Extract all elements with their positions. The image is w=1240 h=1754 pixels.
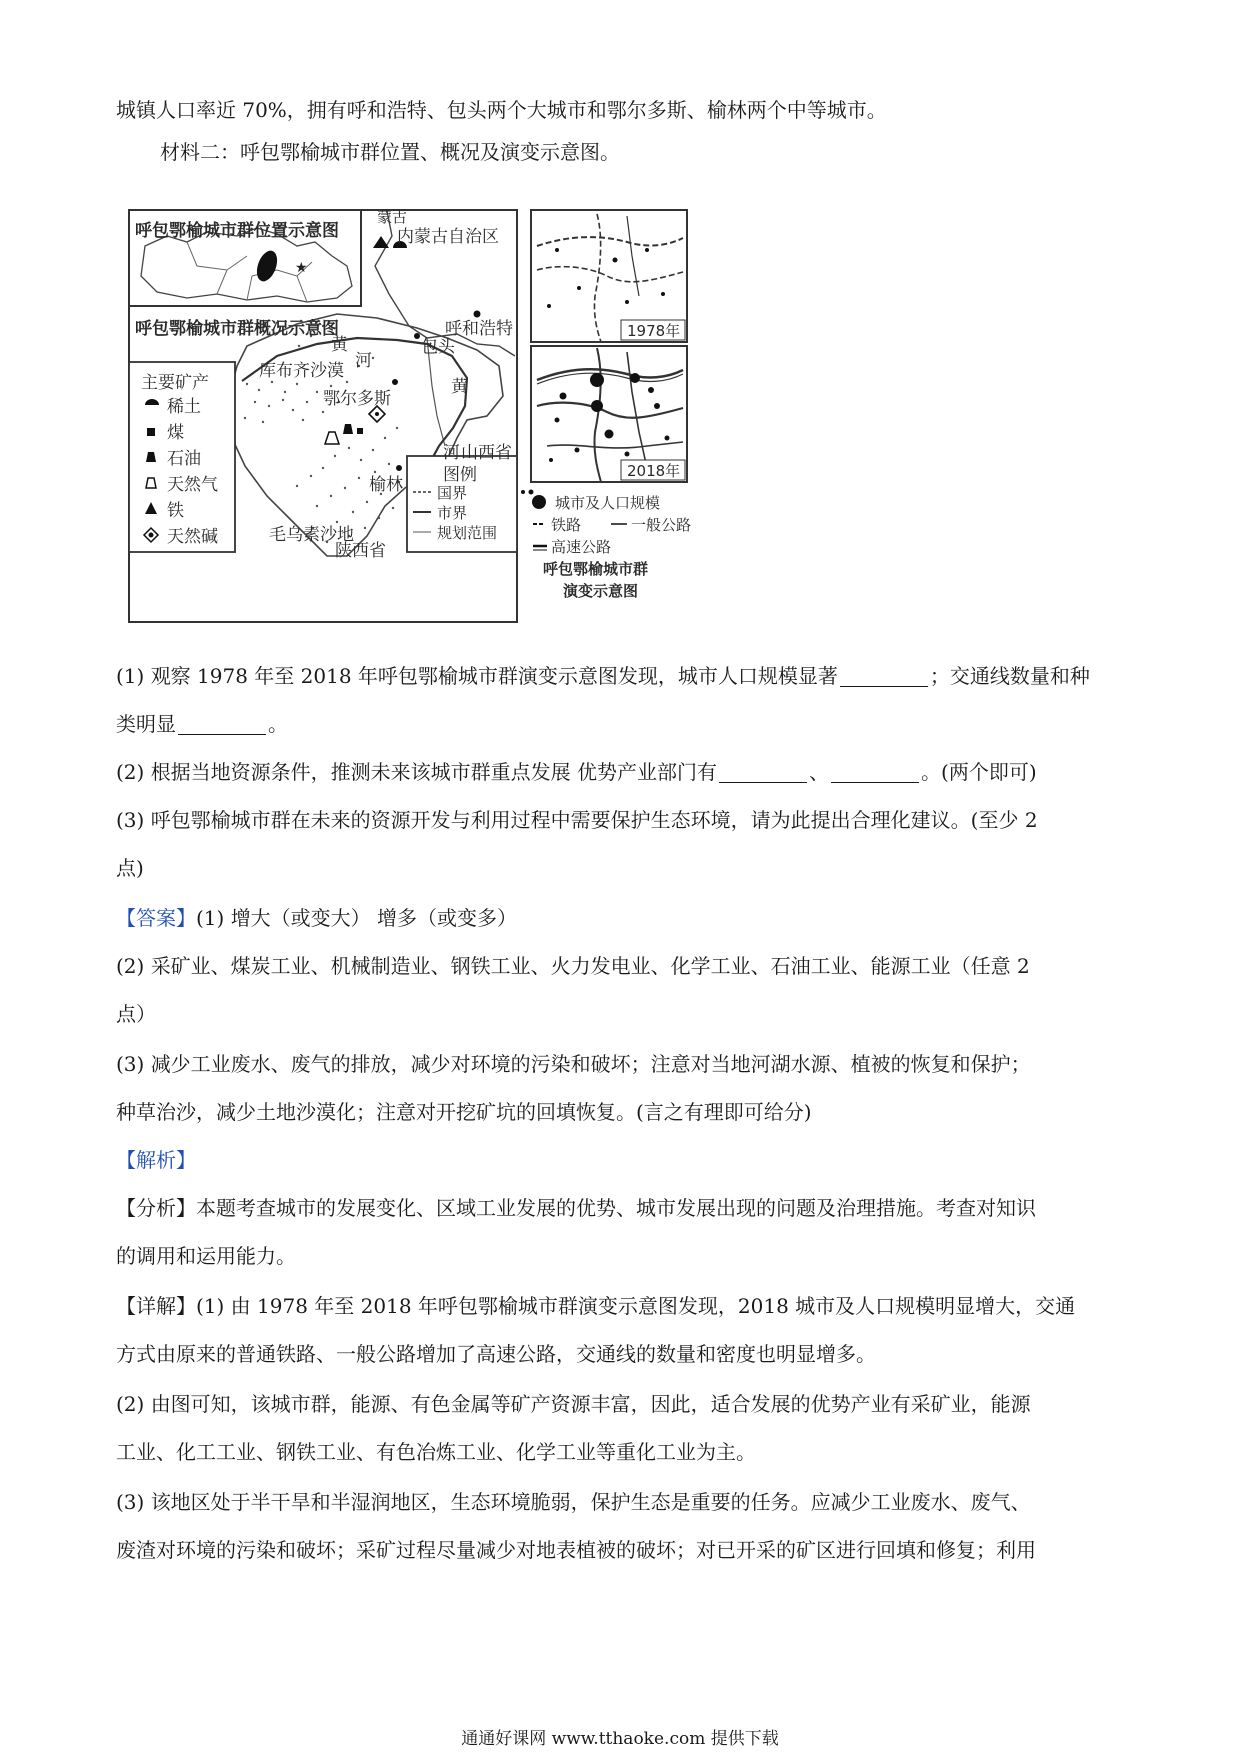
q2-text-b: 、 (809, 760, 830, 784)
evo-title-line1: 呼包鄂榆城市群 (543, 560, 649, 578)
svg-text:★: ★ (295, 260, 308, 276)
label-river-he-1: 河 (355, 351, 372, 371)
map-drawing (127, 206, 777, 626)
label-river-huang-2: 黄 (451, 377, 468, 397)
evo-legend-road: 一般公路 (631, 516, 692, 534)
label-baotou: 包头 (421, 337, 455, 357)
detail-3-line2: 废渣对环境的污染和破坏；采矿过程尽量减少对地表植被的破坏；对已开采的矿区进行回填和修复；利用 (116, 1538, 1036, 1562)
mineral-rare-earth: 稀土 (167, 397, 201, 417)
q1-text-b: ；交通线数量和种 (929, 664, 1090, 688)
detail-3-line1: (3) 该地区处于半干旱和半湿润地区，生态环境脆弱，保护生态是重要的任务。应减少工业废水、废气、 (116, 1490, 1031, 1514)
legend-national-border: 国界 (437, 484, 468, 502)
answer-1: (1) 增大（或变大） 增多（或变多） (196, 906, 518, 930)
answer-tag: 【答案】 (116, 906, 196, 930)
question-3-line1: (3) 呼包鄂榆城市群在未来的资源开发与利用过程中需要保护生态环境，请为此提出合理化建议。(至少 2 (116, 808, 1038, 832)
boundary-legend-title: 图例 (443, 465, 477, 485)
label-maowusu: 毛乌素沙地 (269, 525, 354, 545)
evo-title-line2: 演变示意图 (563, 582, 639, 600)
mineral-iron: 铁 (167, 501, 184, 521)
year-1978-label: 1978年 (627, 322, 681, 340)
q2-text-a: (2) 根据当地资源条件，推测未来该城市群重点发展 优势产业部门有 (116, 760, 718, 784)
q2-blank-2[interactable] (831, 762, 919, 783)
question-1-line1 (116, 662, 1126, 690)
minerals-legend-title: 主要矿产 (141, 373, 209, 393)
evo-legend-city: 城市及人口规模 (555, 494, 661, 512)
intro-tail: 城镇人口率近 70%，拥有呼和浩特、包头两个大城市和鄂尔多斯、榆林两个中等城市。 (116, 98, 887, 122)
label-kubuqi: 库布齐沙漠 (259, 361, 344, 381)
year-2018-label: 2018年 (627, 462, 681, 480)
material-two-caption: 材料二：呼包鄂榆城市群位置、概况及演变示意图。 (160, 140, 620, 164)
detail-2-line2: 工业、化工工业、钢铁工业、有色冶炼工业、化学工业等重化工业为主。 (116, 1440, 756, 1464)
label-mongolia: 蒙古 (377, 208, 408, 226)
q2-text-c: 。(两个即可) (921, 760, 1037, 784)
evo-legend-highway: 高速公路 (551, 538, 612, 556)
q1-text-c: 类明显 (116, 712, 176, 736)
mineral-oil: 石油 (167, 449, 201, 469)
q1-blank-1[interactable] (840, 666, 928, 687)
overview-map-title: 呼包鄂榆城市群概况示意图 (135, 319, 339, 339)
evo-legend-rail: 铁路 (551, 516, 582, 534)
label-inner-mongolia: 内蒙古自治区 (397, 227, 499, 247)
legend-city-border: 市界 (437, 504, 468, 522)
label-river-he-2: 河 (443, 443, 460, 463)
label-yulin: 榆林 (369, 475, 403, 495)
label-hohhot: 呼和浩特 (445, 319, 513, 339)
location-map-title: 呼包鄂榆城市群位置示意图 (135, 221, 339, 241)
label-shaanxi: 陕西省 (335, 541, 386, 561)
mineral-coal: 煤 (167, 423, 184, 443)
answer-3-line2: 种草治沙，减少土地沙漠化；注意对开挖矿坑的回填恢复。(言之有理即可给分) (116, 1100, 812, 1124)
label-ordos: 鄂尔多斯 (323, 389, 391, 409)
xiangjie-line2: 方式由原来的普通铁路、一般公路增加了高速公路，交通线的数量和密度也明显增多。 (116, 1342, 876, 1366)
fenxi-line2: 的调用和运用能力。 (116, 1244, 296, 1268)
fenxi-line1: 【分析】本题考查城市的发展变化、区域工业发展的优势、城市发展出现的问题及治理措施。考查对知识 (116, 1196, 1036, 1220)
question-3-line2: 点) (116, 856, 144, 880)
answer-3-line1: (3) 减少工业废水、废气的排放，减少对环境的污染和破坏；注意对当地河湖水源、植被的恢复和保护； (116, 1052, 1031, 1076)
q1-text-a: (1) 观察 1978 年至 2018 年呼包鄂榆城市群演变示意图发现，城市人口规模显著 (116, 664, 838, 688)
xiangjie-line1: 【详解】(1) 由 1978 年至 2018 年呼包鄂榆城市群演变示意图发现，2018 城市及人口规模明显增大，交通 (116, 1294, 1076, 1318)
analysis-tag: 【解析】 (116, 1148, 196, 1172)
question-1-line2 (116, 710, 1126, 738)
legend-planning-area: 规划范围 (437, 524, 498, 542)
answer-2-line1: (2) 采矿业、煤炭工业、机械制造业、钢铁工业、火力发电业、化学工业、石油工业、能源工业（任意 2 (116, 954, 1030, 978)
mineral-gas: 天然气 (167, 475, 218, 495)
city-cluster-figure (127, 206, 777, 626)
mineral-natural-soda: 天然碱 (167, 527, 218, 547)
question-2 (116, 758, 1126, 786)
answer-2-line2: 点） (116, 1002, 156, 1026)
label-shanxi: 山西省 (461, 443, 512, 463)
answer-line1 (116, 904, 1126, 932)
q1-blank-2[interactable] (178, 714, 266, 735)
q2-blank-1[interactable] (719, 762, 807, 783)
page-footer: 通通好课网 www.tthaoke.com 提供下载 (461, 1729, 779, 1749)
detail-2-line1: (2) 由图可知，该城市群，能源、有色金属等矿产资源丰富，因此，适合发展的优势产业有采矿业，能源 (116, 1392, 1031, 1416)
label-river-huang-1: 黄 (331, 335, 348, 355)
q1-text-d: 。 (268, 712, 288, 736)
